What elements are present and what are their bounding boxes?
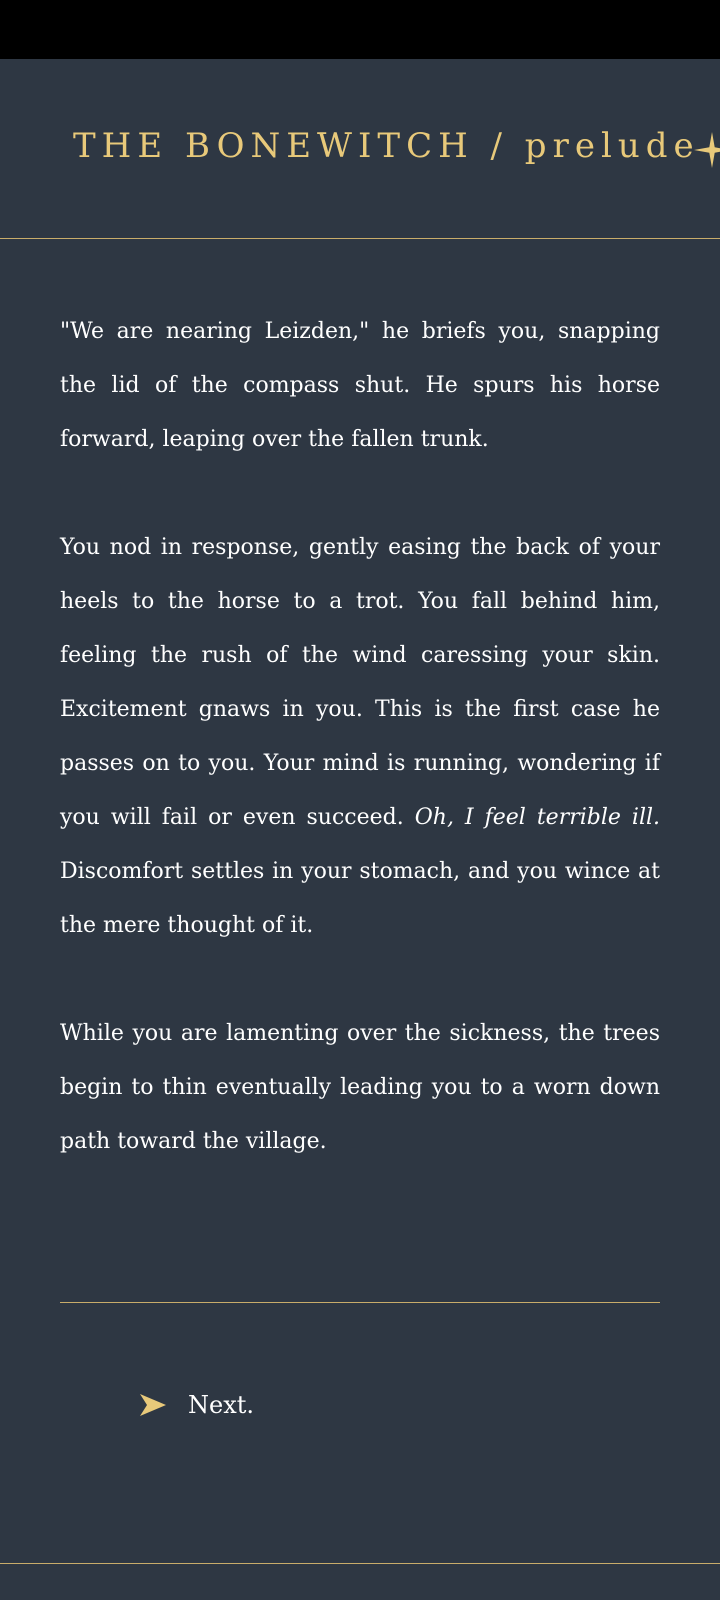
story-italic-thought: Oh, I feel terrible ill. xyxy=(414,805,661,830)
next-button[interactable] xyxy=(140,1385,254,1425)
next-label: Next. xyxy=(188,1391,255,1419)
header xyxy=(0,59,720,239)
status-bar xyxy=(0,0,720,59)
arrow-right-icon xyxy=(140,1394,166,1416)
story-text-segment: Discomfort settles in your stomach, and you wince at the mere thought of it. xyxy=(60,859,660,938)
content-divider xyxy=(60,1302,660,1303)
footer-divider xyxy=(0,1563,720,1564)
story-text-segment: You nod in response, gently easing the back of your heels to the horse to a trot. You fall behind him, feeling the rush of the wind caressing your skin. Excitement gnaws in you. This is the first case he passes on to you. Your mind is running, wondering if you will fail or even succeed. xyxy=(60,535,660,830)
story-paragraph: While you are lamenting over the sickness, the trees begin to thin eventually leading you to a worn down path toward the village. xyxy=(60,1021,660,1154)
header-divider xyxy=(0,238,720,239)
story-paragraph: "We are nearing Leizden," he briefs you, snapping the lid of the compass shut. He spurs his horse forward, leaping over the fallen trunk. xyxy=(60,319,660,452)
story-text xyxy=(60,305,660,1223)
page-title: THE BONEWITCH / prelude xyxy=(73,126,700,166)
four-point-star-icon xyxy=(694,132,720,168)
story-paragraph xyxy=(60,521,660,953)
